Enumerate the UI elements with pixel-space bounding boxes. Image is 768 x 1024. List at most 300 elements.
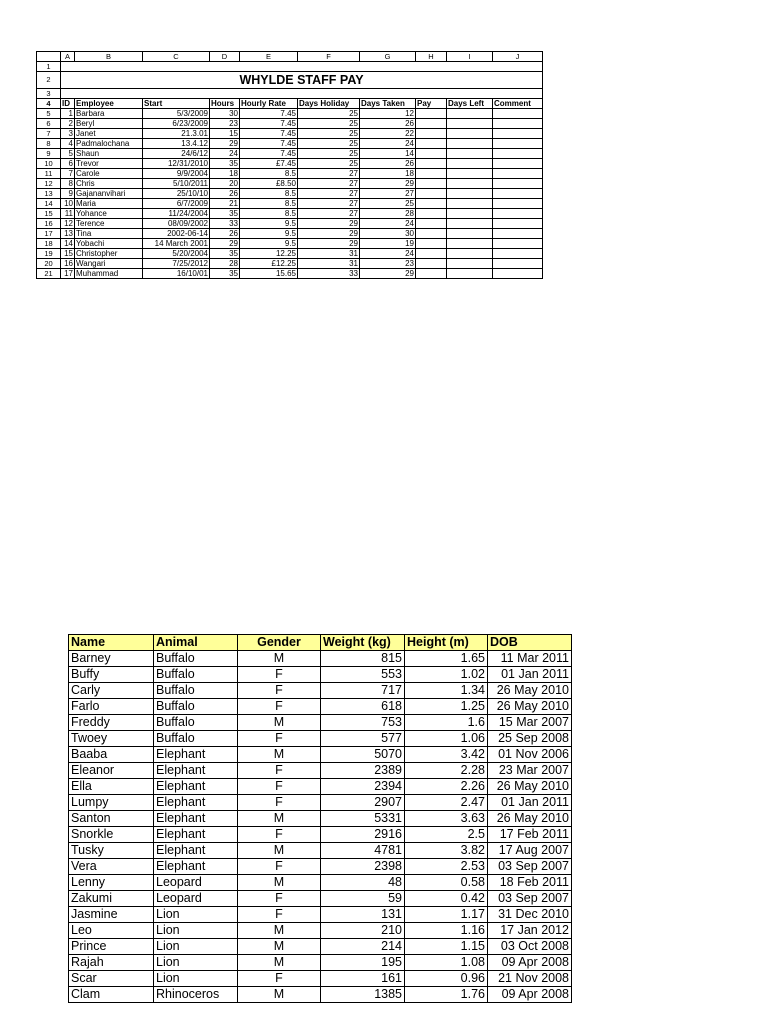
column-letter-j[interactable]: J	[493, 52, 543, 62]
data-cell[interactable]: Elephant	[154, 811, 238, 827]
empty-cell[interactable]	[447, 159, 493, 169]
column-letter-h[interactable]: H	[416, 52, 447, 62]
data-cell[interactable]: 27	[298, 189, 360, 199]
data-cell[interactable]: Leo	[69, 923, 154, 939]
data-cell[interactable]: 23	[210, 119, 240, 129]
row-number[interactable]: 5	[37, 109, 61, 119]
empty-cell[interactable]	[360, 89, 416, 99]
header-cell[interactable]: Height (m)	[405, 635, 488, 651]
data-cell[interactable]: Elephant	[154, 779, 238, 795]
data-cell[interactable]: 21 Nov 2008	[488, 971, 572, 987]
header-cell[interactable]: Hourly Rate	[240, 99, 298, 109]
data-cell[interactable]: 17 Jan 2012	[488, 923, 572, 939]
empty-cell[interactable]	[416, 269, 447, 279]
empty-cell[interactable]	[447, 179, 493, 189]
data-cell[interactable]: F	[238, 699, 321, 715]
data-cell[interactable]: £12.25	[240, 259, 298, 269]
data-cell[interactable]: 131	[321, 907, 405, 923]
sheet-title[interactable]: WHYLDE STAFF PAY	[61, 72, 543, 89]
data-cell[interactable]: 2.53	[405, 859, 488, 875]
data-cell[interactable]: 12	[360, 109, 416, 119]
empty-cell[interactable]	[493, 159, 543, 169]
header-cell[interactable]: Weight (kg)	[321, 635, 405, 651]
row-number[interactable]: 4	[37, 99, 61, 109]
empty-cell[interactable]	[493, 259, 543, 269]
data-cell[interactable]: 26	[360, 119, 416, 129]
empty-cell[interactable]	[143, 89, 210, 99]
data-cell[interactable]: 26 May 2010	[488, 699, 572, 715]
data-cell[interactable]: 3.82	[405, 843, 488, 859]
column-letter-b[interactable]: B	[75, 52, 143, 62]
empty-cell[interactable]	[416, 179, 447, 189]
empty-cell[interactable]	[61, 89, 75, 99]
data-cell[interactable]: 5/20/2004	[143, 249, 210, 259]
data-cell[interactable]: Buffalo	[154, 731, 238, 747]
row-number[interactable]: 13	[37, 189, 61, 199]
data-cell[interactable]: 5331	[321, 811, 405, 827]
data-cell[interactable]: 25	[298, 129, 360, 139]
row-number[interactable]: 17	[37, 229, 61, 239]
data-cell[interactable]: 33	[298, 269, 360, 279]
data-cell[interactable]: 01 Jan 2011	[488, 667, 572, 683]
empty-cell[interactable]	[493, 179, 543, 189]
data-cell[interactable]: 1.15	[405, 939, 488, 955]
empty-cell[interactable]	[447, 149, 493, 159]
column-letter-e[interactable]: E	[240, 52, 298, 62]
header-cell[interactable]: Pay	[416, 99, 447, 109]
data-cell[interactable]: 5	[61, 149, 75, 159]
data-cell[interactable]: 9.5	[240, 229, 298, 239]
data-cell[interactable]: 1.65	[405, 651, 488, 667]
data-cell[interactable]: Baaba	[69, 747, 154, 763]
data-cell[interactable]: 717	[321, 683, 405, 699]
data-cell[interactable]: 2398	[321, 859, 405, 875]
row-number[interactable]: 6	[37, 119, 61, 129]
empty-cell[interactable]	[447, 139, 493, 149]
empty-cell[interactable]	[447, 129, 493, 139]
row-number[interactable]: 20	[37, 259, 61, 269]
header-cell[interactable]: Days Taken	[360, 99, 416, 109]
data-cell[interactable]: 7.45	[240, 129, 298, 139]
data-cell[interactable]: Terence	[75, 219, 143, 229]
data-cell[interactable]: 24	[210, 149, 240, 159]
row-number[interactable]: 15	[37, 209, 61, 219]
data-cell[interactable]: Tusky	[69, 843, 154, 859]
data-cell[interactable]: 25 Sep 2008	[488, 731, 572, 747]
data-cell[interactable]: Barney	[69, 651, 154, 667]
header-cell[interactable]: Hours	[210, 99, 240, 109]
data-cell[interactable]: M	[238, 875, 321, 891]
empty-cell[interactable]	[493, 219, 543, 229]
data-cell[interactable]: 08/09/2002	[143, 219, 210, 229]
data-cell[interactable]: 31	[298, 249, 360, 259]
data-cell[interactable]: 2.26	[405, 779, 488, 795]
data-cell[interactable]: Lumpy	[69, 795, 154, 811]
column-letter-g[interactable]: G	[360, 52, 416, 62]
data-cell[interactable]: M	[238, 987, 321, 1003]
empty-cell[interactable]	[447, 189, 493, 199]
empty-cell[interactable]	[416, 239, 447, 249]
empty-cell[interactable]	[447, 199, 493, 209]
empty-cell[interactable]	[493, 139, 543, 149]
data-cell[interactable]: 10	[61, 199, 75, 209]
empty-cell[interactable]	[240, 89, 298, 99]
data-cell[interactable]: 13.4.12	[143, 139, 210, 149]
empty-cell[interactable]	[447, 269, 493, 279]
data-cell[interactable]: M	[238, 955, 321, 971]
data-cell[interactable]: 1.76	[405, 987, 488, 1003]
data-cell[interactable]: 3	[61, 129, 75, 139]
data-cell[interactable]: Elephant	[154, 763, 238, 779]
data-cell[interactable]: 11 Mar 2011	[488, 651, 572, 667]
data-cell[interactable]: 27	[298, 179, 360, 189]
column-letter-c[interactable]: C	[143, 52, 210, 62]
data-cell[interactable]: 161	[321, 971, 405, 987]
data-cell[interactable]: 7.45	[240, 139, 298, 149]
data-cell[interactable]: 26	[360, 159, 416, 169]
data-cell[interactable]: 27	[298, 169, 360, 179]
data-cell[interactable]: M	[238, 811, 321, 827]
data-cell[interactable]: 3.42	[405, 747, 488, 763]
empty-cell[interactable]	[493, 129, 543, 139]
data-cell[interactable]: Elephant	[154, 859, 238, 875]
data-cell[interactable]: 1.02	[405, 667, 488, 683]
empty-cell[interactable]	[493, 169, 543, 179]
data-cell[interactable]: 7.45	[240, 149, 298, 159]
data-cell[interactable]: Trevor	[75, 159, 143, 169]
empty-cell[interactable]	[416, 189, 447, 199]
data-cell[interactable]: 11/24/2004	[143, 209, 210, 219]
data-cell[interactable]: M	[238, 651, 321, 667]
empty-cell[interactable]	[210, 62, 240, 72]
header-cell[interactable]: Days Left	[447, 99, 493, 109]
empty-cell[interactable]	[298, 89, 360, 99]
data-cell[interactable]: 577	[321, 731, 405, 747]
data-cell[interactable]: 03 Sep 2007	[488, 859, 572, 875]
empty-cell[interactable]	[416, 139, 447, 149]
data-cell[interactable]: 29	[210, 239, 240, 249]
empty-cell[interactable]	[447, 89, 493, 99]
empty-cell[interactable]	[416, 169, 447, 179]
data-cell[interactable]: 25	[298, 109, 360, 119]
header-cell[interactable]: Name	[69, 635, 154, 651]
data-cell[interactable]: Vera	[69, 859, 154, 875]
empty-cell[interactable]	[75, 62, 143, 72]
data-cell[interactable]: 24	[360, 139, 416, 149]
data-cell[interactable]: Freddy	[69, 715, 154, 731]
data-cell[interactable]: 3.63	[405, 811, 488, 827]
data-cell[interactable]: 25	[298, 149, 360, 159]
data-cell[interactable]: 8	[61, 179, 75, 189]
empty-cell[interactable]	[447, 62, 493, 72]
empty-cell[interactable]	[493, 189, 543, 199]
empty-cell[interactable]	[447, 209, 493, 219]
data-cell[interactable]: 28	[360, 209, 416, 219]
row-number[interactable]: 21	[37, 269, 61, 279]
data-cell[interactable]: F	[238, 859, 321, 875]
data-cell[interactable]: 12/31/2010	[143, 159, 210, 169]
data-cell[interactable]: 14	[61, 239, 75, 249]
empty-cell[interactable]	[493, 199, 543, 209]
header-cell[interactable]: Gender	[238, 635, 321, 651]
empty-cell[interactable]	[61, 62, 75, 72]
data-cell[interactable]: Carly	[69, 683, 154, 699]
header-cell[interactable]: ID	[61, 99, 75, 109]
row-number[interactable]: 10	[37, 159, 61, 169]
data-cell[interactable]: 618	[321, 699, 405, 715]
data-cell[interactable]: 1.6	[405, 715, 488, 731]
data-cell[interactable]: 25/10/10	[143, 189, 210, 199]
empty-cell[interactable]	[416, 219, 447, 229]
row-number[interactable]: 2	[37, 72, 61, 89]
data-cell[interactable]: Clam	[69, 987, 154, 1003]
empty-cell[interactable]	[447, 229, 493, 239]
data-cell[interactable]: 7/25/2012	[143, 259, 210, 269]
data-cell[interactable]: 2916	[321, 827, 405, 843]
data-cell[interactable]: 22	[360, 129, 416, 139]
data-cell[interactable]: F	[238, 731, 321, 747]
data-cell[interactable]: 29	[360, 179, 416, 189]
data-cell[interactable]: Yobachi	[75, 239, 143, 249]
empty-cell[interactable]	[493, 89, 543, 99]
empty-cell[interactable]	[447, 259, 493, 269]
data-cell[interactable]: 26 May 2010	[488, 683, 572, 699]
data-cell[interactable]: 1.06	[405, 731, 488, 747]
empty-cell[interactable]	[493, 109, 543, 119]
data-cell[interactable]: 6	[61, 159, 75, 169]
data-cell[interactable]: 21	[210, 199, 240, 209]
data-cell[interactable]: 2.47	[405, 795, 488, 811]
data-cell[interactable]: 35	[210, 269, 240, 279]
data-cell[interactable]: 6/7/2009	[143, 199, 210, 209]
data-cell[interactable]: 815	[321, 651, 405, 667]
empty-cell[interactable]	[298, 62, 360, 72]
data-cell[interactable]: Janet	[75, 129, 143, 139]
data-cell[interactable]: 8.5	[240, 189, 298, 199]
data-cell[interactable]: Christopher	[75, 249, 143, 259]
data-cell[interactable]: 17	[61, 269, 75, 279]
data-cell[interactable]: 35	[210, 209, 240, 219]
column-letter-a[interactable]: A	[61, 52, 75, 62]
data-cell[interactable]: 24	[360, 219, 416, 229]
empty-cell[interactable]	[416, 62, 447, 72]
data-cell[interactable]: 27	[298, 209, 360, 219]
data-cell[interactable]: 29	[210, 139, 240, 149]
row-number[interactable]: 8	[37, 139, 61, 149]
empty-cell[interactable]	[416, 249, 447, 259]
data-cell[interactable]: 29	[360, 269, 416, 279]
data-cell[interactable]: 35	[210, 159, 240, 169]
empty-cell[interactable]	[447, 249, 493, 259]
data-cell[interactable]: 27	[298, 199, 360, 209]
empty-cell[interactable]	[493, 119, 543, 129]
data-cell[interactable]: 15 Mar 2007	[488, 715, 572, 731]
row-number[interactable]: 16	[37, 219, 61, 229]
data-cell[interactable]: 5070	[321, 747, 405, 763]
column-letter-f[interactable]: F	[298, 52, 360, 62]
data-cell[interactable]: Rajah	[69, 955, 154, 971]
data-cell[interactable]: 16/10/01	[143, 269, 210, 279]
data-cell[interactable]: 0.58	[405, 875, 488, 891]
data-cell[interactable]: 1385	[321, 987, 405, 1003]
data-cell[interactable]: 2	[61, 119, 75, 129]
column-letter-i[interactable]: I	[447, 52, 493, 62]
data-cell[interactable]: 25	[298, 159, 360, 169]
data-cell[interactable]: Rhinoceros	[154, 987, 238, 1003]
data-cell[interactable]: Leopard	[154, 875, 238, 891]
data-cell[interactable]: Chris	[75, 179, 143, 189]
row-number[interactable]: 9	[37, 149, 61, 159]
empty-cell[interactable]	[210, 89, 240, 99]
data-cell[interactable]: Twoey	[69, 731, 154, 747]
data-cell[interactable]: 7.45	[240, 109, 298, 119]
data-cell[interactable]: M	[238, 923, 321, 939]
empty-cell[interactable]	[447, 219, 493, 229]
data-cell[interactable]: 12.25	[240, 249, 298, 259]
data-cell[interactable]: M	[238, 843, 321, 859]
data-cell[interactable]: 1.17	[405, 907, 488, 923]
data-cell[interactable]: 27	[360, 189, 416, 199]
data-cell[interactable]: Lion	[154, 939, 238, 955]
data-cell[interactable]: 17 Feb 2011	[488, 827, 572, 843]
empty-cell[interactable]	[416, 109, 447, 119]
data-cell[interactable]: F	[238, 667, 321, 683]
data-cell[interactable]: 2.28	[405, 763, 488, 779]
header-cell[interactable]: Employee	[75, 99, 143, 109]
data-cell[interactable]: 9.5	[240, 239, 298, 249]
data-cell[interactable]: 15.65	[240, 269, 298, 279]
data-cell[interactable]: 15	[61, 249, 75, 259]
data-cell[interactable]: 1	[61, 109, 75, 119]
data-cell[interactable]: Leopard	[154, 891, 238, 907]
row-number[interactable]: 7	[37, 129, 61, 139]
data-cell[interactable]: 1.25	[405, 699, 488, 715]
empty-cell[interactable]	[240, 62, 298, 72]
data-cell[interactable]: Shaun	[75, 149, 143, 159]
data-cell[interactable]: Maria	[75, 199, 143, 209]
empty-cell[interactable]	[447, 239, 493, 249]
data-cell[interactable]: 31	[298, 259, 360, 269]
data-cell[interactable]: 4	[61, 139, 75, 149]
data-cell[interactable]: 8.5	[240, 209, 298, 219]
data-cell[interactable]: F	[238, 891, 321, 907]
data-cell[interactable]: 21.3.01	[143, 129, 210, 139]
data-cell[interactable]: 24/6/12	[143, 149, 210, 159]
data-cell[interactable]: 7	[61, 169, 75, 179]
empty-cell[interactable]	[416, 209, 447, 219]
data-cell[interactable]: Yohance	[75, 209, 143, 219]
data-cell[interactable]: F	[238, 827, 321, 843]
data-cell[interactable]: 03 Sep 2007	[488, 891, 572, 907]
data-cell[interactable]: Buffalo	[154, 667, 238, 683]
row-number[interactable]: 3	[37, 89, 61, 99]
data-cell[interactable]: 1.08	[405, 955, 488, 971]
data-cell[interactable]: Farlo	[69, 699, 154, 715]
data-cell[interactable]: 2394	[321, 779, 405, 795]
data-cell[interactable]: 33	[210, 219, 240, 229]
data-cell[interactable]: 25	[360, 199, 416, 209]
data-cell[interactable]: 12	[61, 219, 75, 229]
data-cell[interactable]: 18	[210, 169, 240, 179]
data-cell[interactable]: Buffalo	[154, 651, 238, 667]
empty-cell[interactable]	[416, 229, 447, 239]
data-cell[interactable]: M	[238, 747, 321, 763]
empty-cell[interactable]	[447, 169, 493, 179]
data-cell[interactable]: 29	[298, 239, 360, 249]
data-cell[interactable]: F	[238, 907, 321, 923]
data-cell[interactable]: 23	[360, 259, 416, 269]
data-cell[interactable]: 30	[210, 109, 240, 119]
data-cell[interactable]: 01 Nov 2006	[488, 747, 572, 763]
data-cell[interactable]: Jasmine	[69, 907, 154, 923]
row-number[interactable]: 1	[37, 62, 61, 72]
data-cell[interactable]: Lion	[154, 971, 238, 987]
data-cell[interactable]: 195	[321, 955, 405, 971]
data-cell[interactable]: 6/23/2009	[143, 119, 210, 129]
data-cell[interactable]: Elephant	[154, 795, 238, 811]
data-cell[interactable]: 25	[298, 139, 360, 149]
empty-cell[interactable]	[493, 62, 543, 72]
empty-cell[interactable]	[493, 249, 543, 259]
empty-cell[interactable]	[143, 62, 210, 72]
empty-cell[interactable]	[493, 239, 543, 249]
data-cell[interactable]: 553	[321, 667, 405, 683]
data-cell[interactable]: Beryl	[75, 119, 143, 129]
data-cell[interactable]: 9.5	[240, 219, 298, 229]
data-cell[interactable]: Tina	[75, 229, 143, 239]
data-cell[interactable]: 31 Dec 2010	[488, 907, 572, 923]
empty-cell[interactable]	[416, 149, 447, 159]
row-number[interactable]: 11	[37, 169, 61, 179]
empty-cell[interactable]	[493, 229, 543, 239]
data-cell[interactable]: Buffalo	[154, 715, 238, 731]
empty-cell[interactable]	[416, 119, 447, 129]
data-cell[interactable]: Lion	[154, 907, 238, 923]
data-cell[interactable]: 09 Apr 2008	[488, 987, 572, 1003]
data-cell[interactable]: 14	[360, 149, 416, 159]
data-cell[interactable]: 29	[298, 219, 360, 229]
data-cell[interactable]: 26 May 2010	[488, 811, 572, 827]
header-cell[interactable]: Start	[143, 99, 210, 109]
row-number[interactable]: 18	[37, 239, 61, 249]
data-cell[interactable]: 15	[210, 129, 240, 139]
header-cell[interactable]: Animal	[154, 635, 238, 651]
data-cell[interactable]: 24	[360, 249, 416, 259]
empty-cell[interactable]	[416, 89, 447, 99]
data-cell[interactable]: 753	[321, 715, 405, 731]
data-cell[interactable]: 7.45	[240, 119, 298, 129]
data-cell[interactable]: 214	[321, 939, 405, 955]
corner-cell[interactable]	[37, 52, 61, 62]
data-cell[interactable]: Ella	[69, 779, 154, 795]
empty-cell[interactable]	[75, 89, 143, 99]
data-cell[interactable]: 26	[210, 189, 240, 199]
data-cell[interactable]: Lenny	[69, 875, 154, 891]
header-cell[interactable]: Days Holiday	[298, 99, 360, 109]
empty-cell[interactable]	[493, 209, 543, 219]
data-cell[interactable]: 2907	[321, 795, 405, 811]
data-cell[interactable]: Elephant	[154, 747, 238, 763]
data-cell[interactable]: 9	[61, 189, 75, 199]
data-cell[interactable]: Lion	[154, 923, 238, 939]
data-cell[interactable]: 23 Mar 2007	[488, 763, 572, 779]
data-cell[interactable]: £7.45	[240, 159, 298, 169]
data-cell[interactable]: 2002-06-14	[143, 229, 210, 239]
data-cell[interactable]: 5/3/2009	[143, 109, 210, 119]
data-cell[interactable]: 9/9/2004	[143, 169, 210, 179]
header-cell[interactable]: Comment	[493, 99, 543, 109]
data-cell[interactable]: Snorkle	[69, 827, 154, 843]
